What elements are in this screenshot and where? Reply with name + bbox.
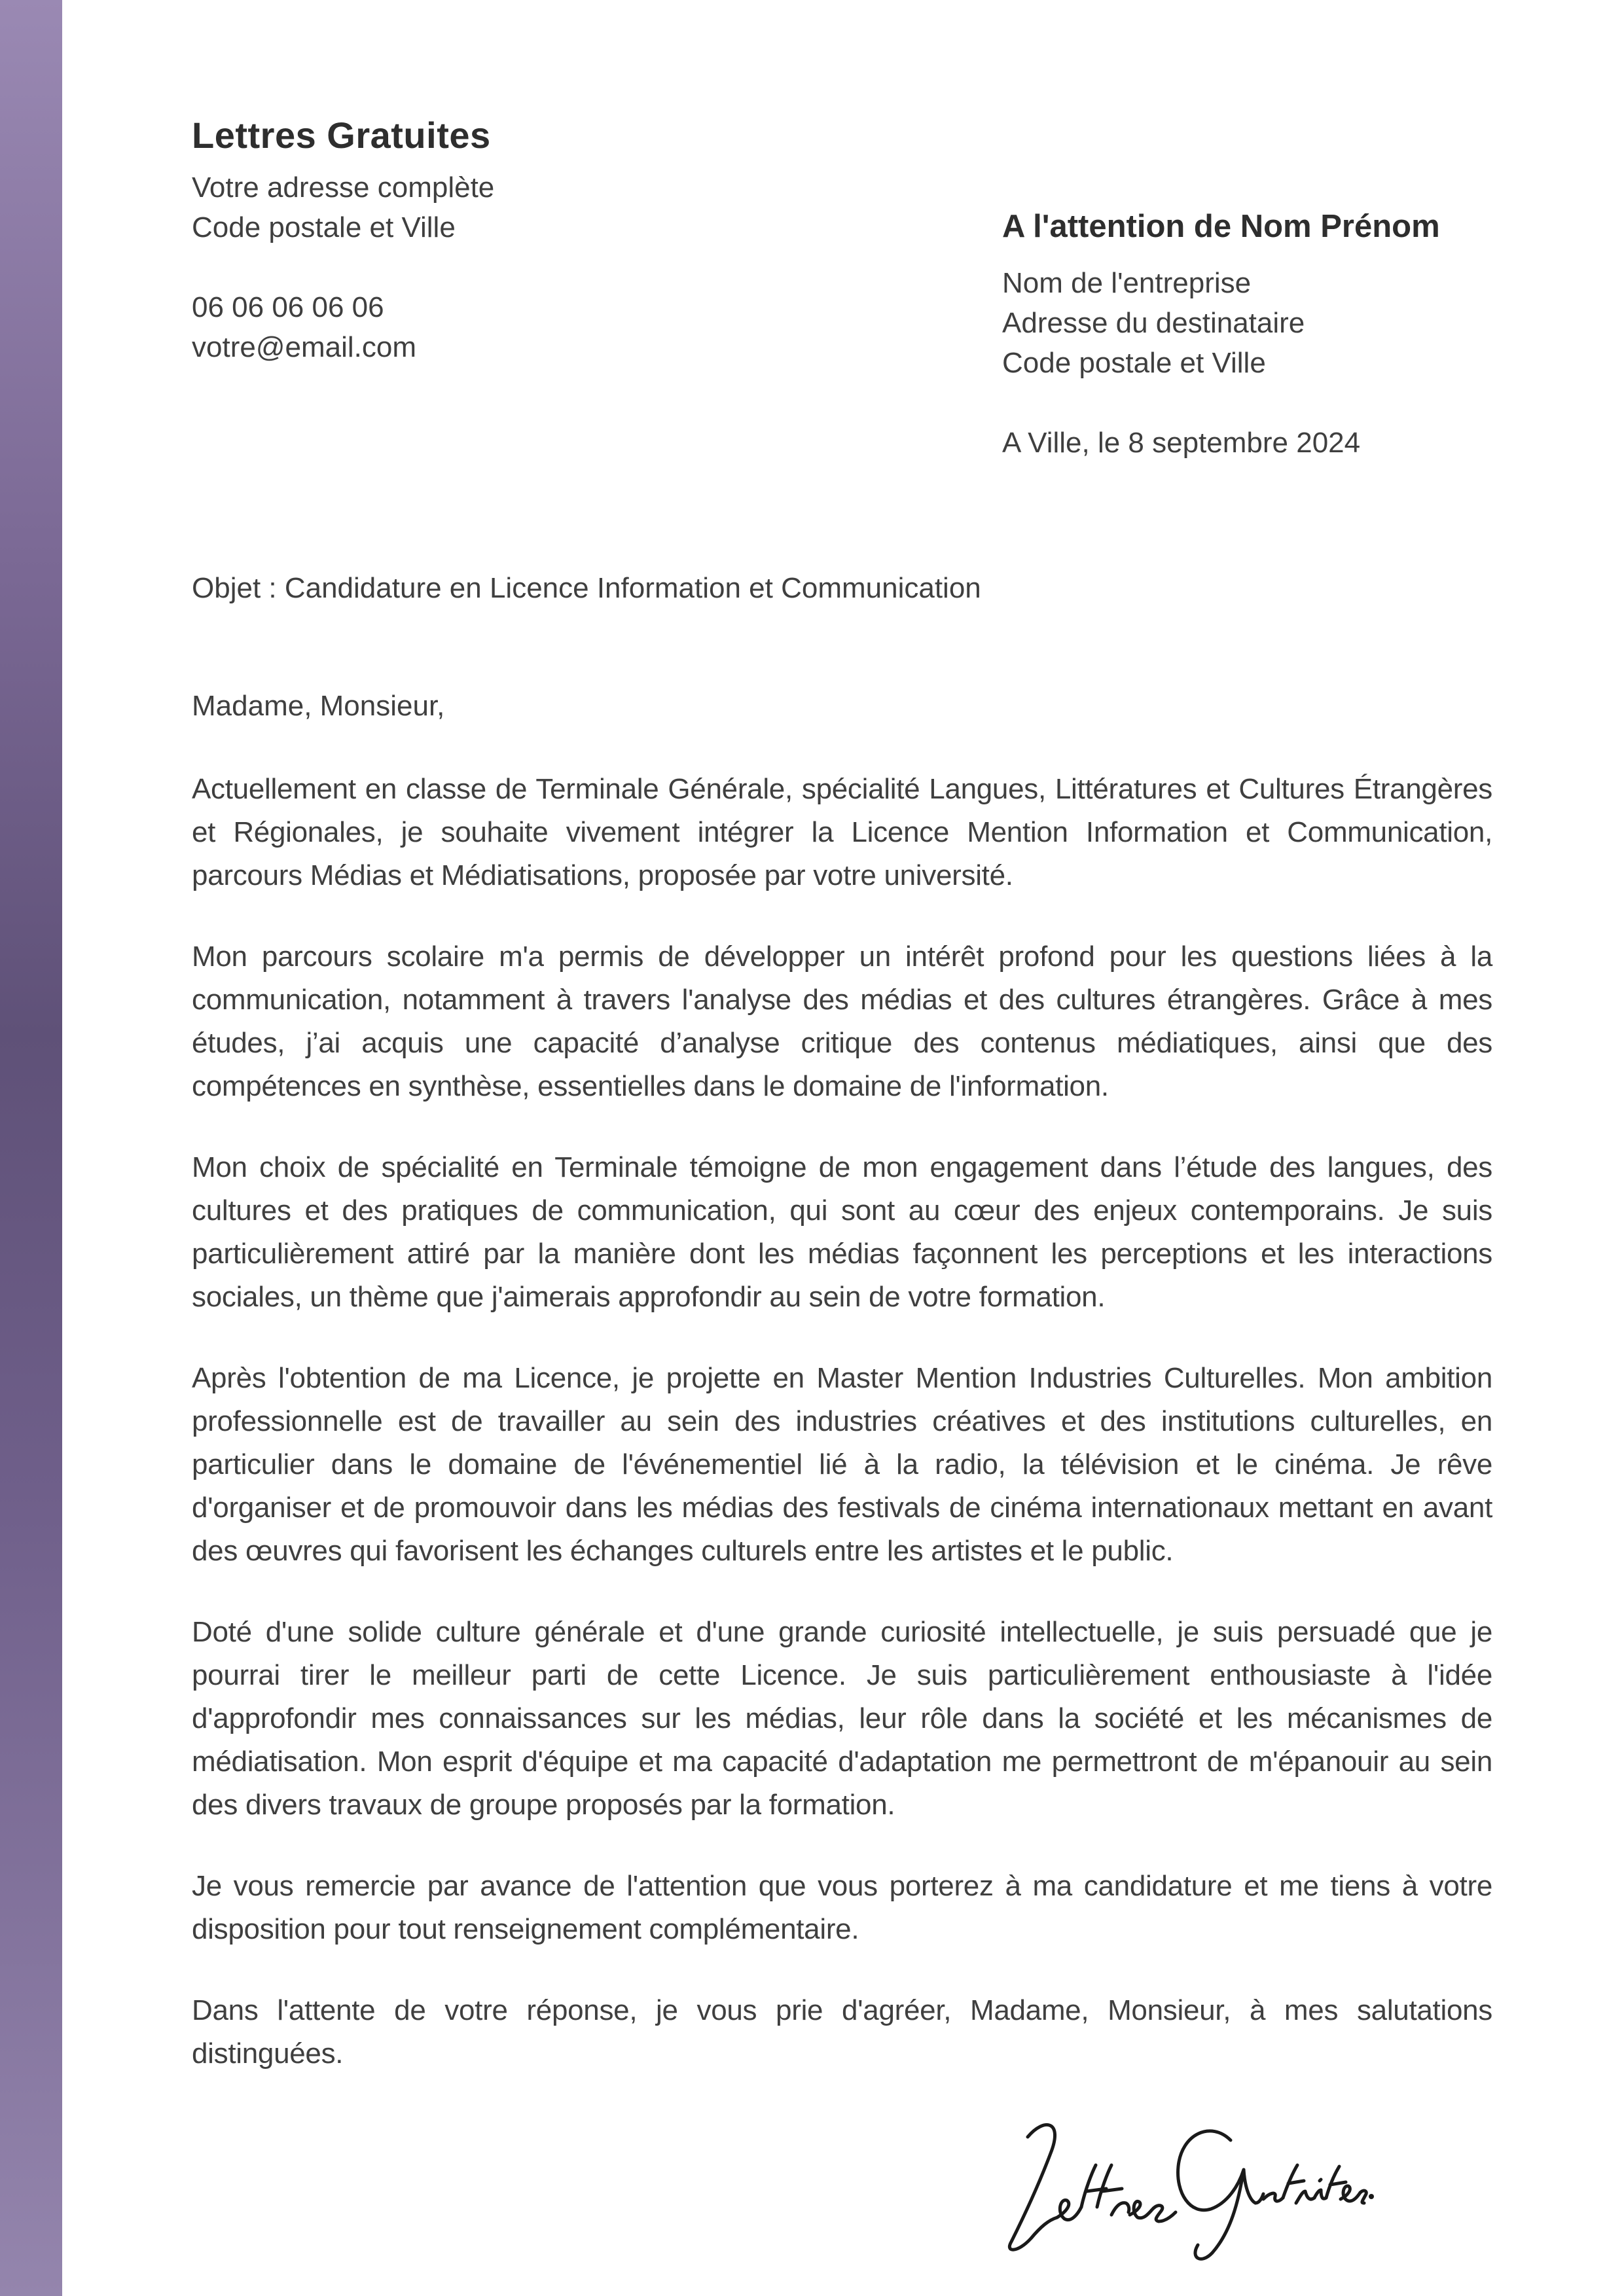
letter-subject: Objet : Candidature en Licence Information et Communication bbox=[192, 572, 981, 604]
sender-email: votre@email.com bbox=[192, 331, 416, 363]
recipient-company: Nom de l'entreprise bbox=[1002, 267, 1252, 299]
paragraph-1: Actuellement en classe de Terminale Générale, spécialité Langues, Littératures et Cultures Étrangères et Régionales, je souhaite vivement intégrer la Licence Mention Information et Communication, parcours Médias et Médiatisations, proposée par votre université. bbox=[192, 773, 1492, 891]
recipient-block bbox=[1002, 203, 1578, 463]
paragraph-5: Doté d'une solide culture générale et d'une grande curiosité intellectuelle, je suis persuadé que je pourrai tirer le meilleur parti de cette Licence. Je suis particulièrement enthousiaste à l'idée d'approfondir mes connaissances sur les médias, leur rôle dans la société et les mécanismes de médiatisation. Mon esprit d'équipe et ma capacité d'adaptation me permettront de m'épanouir au sein des divers travaux de groupe proposés par la formation. bbox=[192, 1616, 1492, 1821]
paragraph-6: Je vous remercie par avance de l'attention que vous porterez à ma candidature et me tiens à votre disposition pour tout renseignement complémentaire. bbox=[192, 1870, 1492, 1945]
sender-block bbox=[192, 110, 846, 367]
paragraph-3: Mon choix de spécialité en Terminale témoigne de mon engagement dans l’étude des langues, des cultures et des pratiques de communication, qui sont au cœur des enjeux contemporains. Je suis particulièrement attiré par la manière dont les médias façonnent les perceptions et les interactions sociales, un thème que j'aimerais approfondir au sein de votre formation. bbox=[192, 1151, 1492, 1313]
salutation: Madame, Monsieur, bbox=[192, 690, 445, 722]
spacer bbox=[192, 247, 846, 287]
handwritten-signature bbox=[982, 2081, 1375, 2278]
recipient-city: Code postale et Ville bbox=[1002, 347, 1266, 379]
letter-date: A Ville, le 8 septembre 2024 bbox=[1002, 427, 1361, 459]
sender-name: Lettres Gratuites bbox=[192, 115, 491, 156]
sender-phone: 06 06 06 06 06 bbox=[192, 291, 384, 323]
paragraph-4: Après l'obtention de ma Licence, je projette en Master Mention Industries Culturelles. Mon ambition professionnelle est de travailler au sein des industries créatives et des institutions culturelles, en particulier dans le domaine de l'événementiel lié à la radio, la télévision et le cinéma. Je rêve d'organiser et de promouvoir dans les médias des festivals de cinéma internationaux mettant en avant des œuvres qui favorisent les échanges culturels entre les artistes et le public. bbox=[192, 1362, 1492, 1567]
letter-body bbox=[192, 686, 1492, 2113]
recipient-title: A l'attention de Nom Prénom bbox=[1002, 209, 1440, 244]
paragraph-7: Dans l'attente de votre réponse, je vous prie d'agréer, Madame, Monsieur, à mes salutations distinguées. bbox=[192, 1994, 1492, 2070]
sender-city: Code postale et Ville bbox=[192, 211, 456, 243]
decorative-side-band bbox=[0, 0, 62, 2296]
paragraph-2: Mon parcours scolaire m'a permis de développer un intérêt profond pour les questions liées à la communication, notamment à travers l'analyse des médias et des cultures étrangères. Grâce à mes études, j’ai acquis une capacité d’analyse critique des contenus médiatiques, ainsi que des compétences en synthèse, essentielles dans le domaine de l'information. bbox=[192, 941, 1492, 1102]
recipient-address: Adresse du destinataire bbox=[1002, 307, 1305, 339]
sender-address: Votre adresse complète bbox=[192, 171, 495, 204]
